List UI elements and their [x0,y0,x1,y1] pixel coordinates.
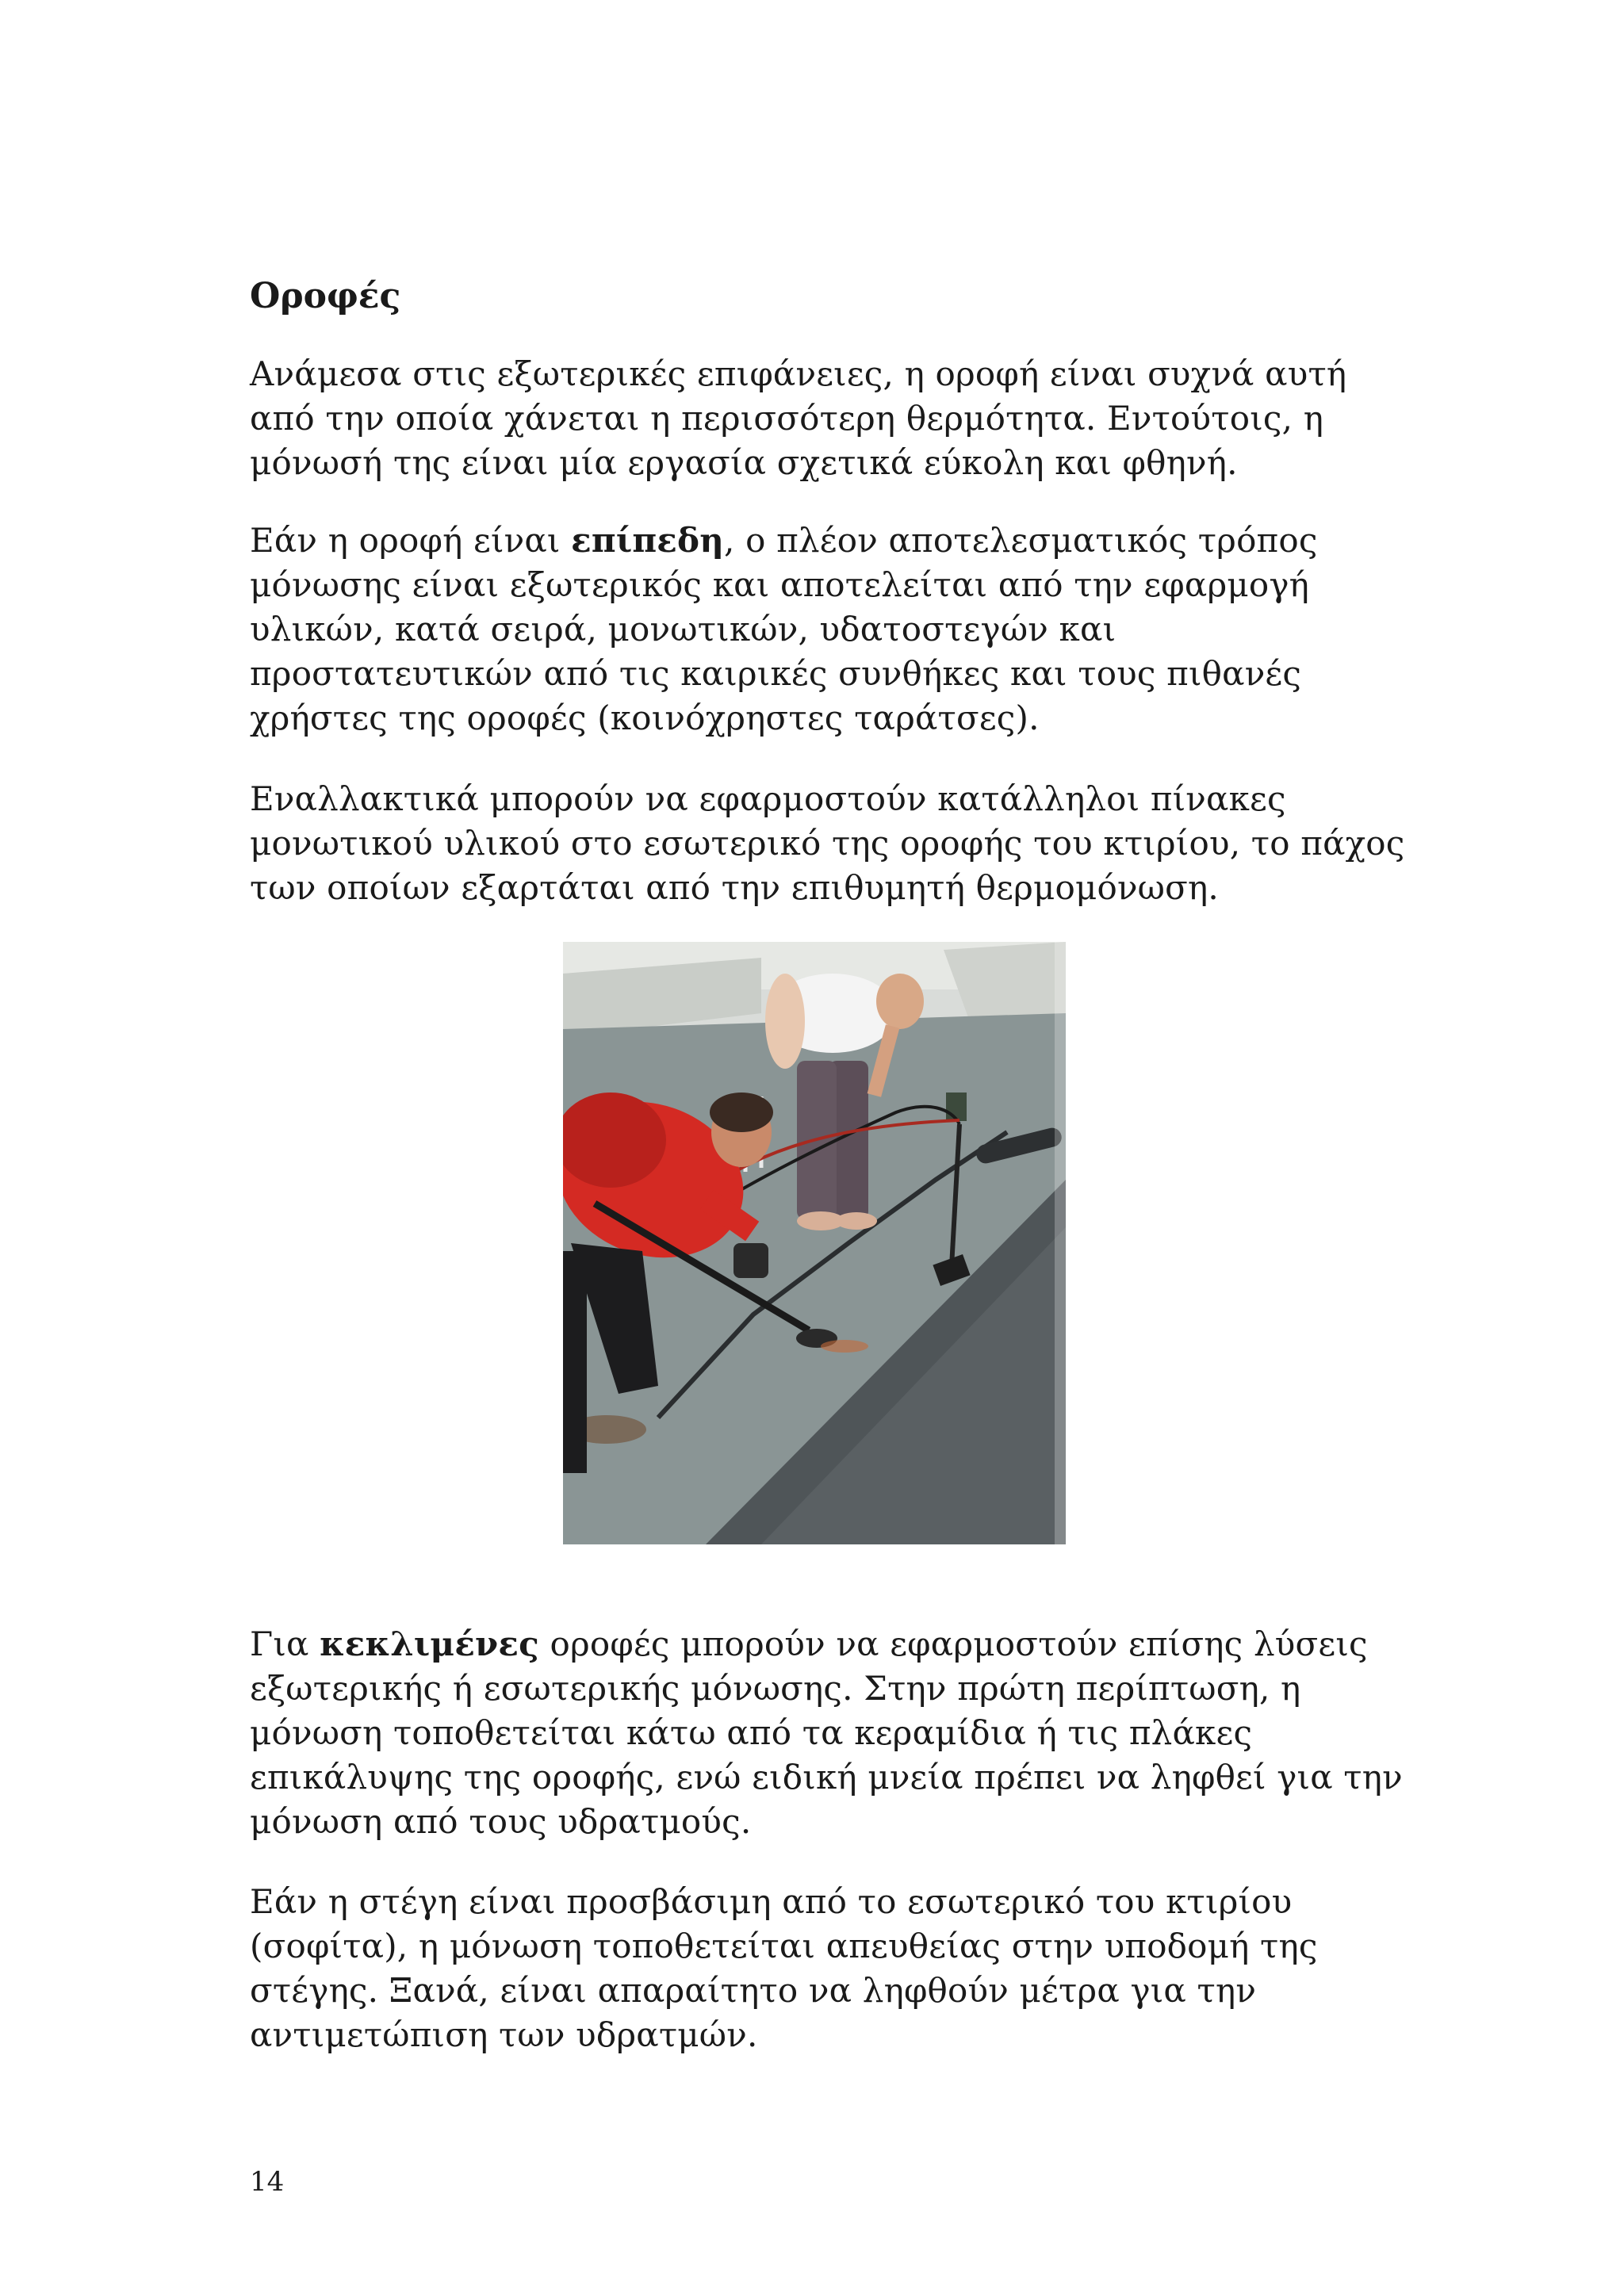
paragraph-text: Εάν η οροφή είναι [250,521,572,560]
section-heading: Οροφές [250,276,401,316]
paragraph-interior-panels: Εναλλακτικά μπορούν να εφαρμοστούν κατάλληλοι πίνακες μονωτικού υλικού στο εσωτερικό της οροφής του κτιρίου, το πάχος των οποίων εξαρτάται από την επιθυμητή θερμομόνωση. [250,779,1405,907]
paragraph-attic: Εάν η στέγη είναι προσβάσιμη από το εσωτερικό του κτιρίου (σοφίτα), η μόνωση τοποθετείται απευθείας στην υποδομή της στέγης. Ξανά, είναι απαραίτητο να ληφθούν μέτρα για την αντιμετώπιση των υδρατμών. [250,1882,1318,2054]
paragraph-text: οροφές μπορούν να εφαρμοστούν επίσης λύσεις εξωτερικής ή εσωτερικής μόνωσης. Στην πρώτη περίπτωση, η μόνωση τοποθετείται κάτω από τα κεραμίδια ή τις πλάκες επικάλυψης της οροφής, ενώ ειδική μνεία πρέπει να ληφθεί για την μόνωση από τους υδρατμούς. [250,1624,1403,1841]
roof-insulation-photo [563,942,1066,1544]
bold-term-flat: επίπεδη [571,521,724,560]
paragraph-sloped-roof [250,1622,1408,1844]
paragraph-roof-heat-loss: Ανάμεσα στις εξωτερικές επιφάνειες, η οροφή είναι συχνά αυτή από την οποία χάνεται η περισσότερη θερμότητα. Εντούτοις, η μόνωσή της είναι μία εργασία σχετικά εύκολη και φθηνή. [250,354,1347,482]
page-number: 14 [250,2166,285,2198]
paragraph-text: , ο πλέον αποτελεσματικός τρόπος μόνωσης είναι εξωτερικός και αποτελείται από την εφαρμογή υλικών, κατά σειρά, μονωτικών, υδατοστεγών και προστατευτικών από τις καιρικές συνθήκες και τους πιθανές χρήστες της οροφές (κοινόχρηστες ταράτσες). [250,521,1318,737]
paragraph-flat-roof [250,519,1408,740]
bold-term-sloped: κεκλιμένες [320,1624,539,1663]
paragraph-text: Για [250,1624,320,1663]
